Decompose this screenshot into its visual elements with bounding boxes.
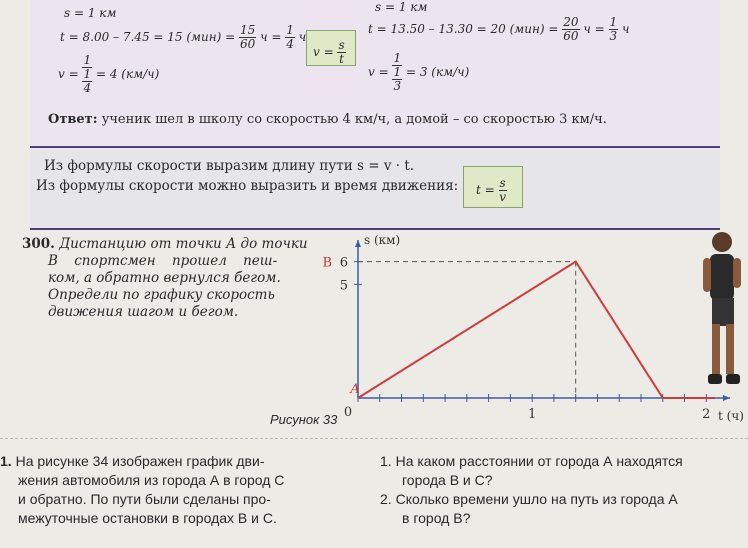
y-tick-label: 5 — [339, 278, 348, 294]
y-axis-label: s (км) — [364, 233, 401, 247]
question-2: 2. Сколько времени ушло на путь из города А — [380, 491, 678, 507]
problem-line-4: Определи по графику скорость — [48, 287, 275, 303]
x-axis-label: t (ч) — [718, 409, 744, 423]
problem-300 — [22, 236, 312, 321]
speed-calc-left: v = $\frac{1}{\frac{1}{4}}$ = 4 (км/ч) — [58, 53, 160, 95]
problem-301-line-4: межуточные остановки в городах В и С. — [18, 510, 277, 526]
point-label-b: В — [322, 255, 332, 271]
time-calc-right: t = 13.50 – 13.30 = 20 (мин) = $\frac{20}{60}$ ч = $\frac{1}{3}$ ч — [368, 15, 630, 43]
time-calc-left: t = 8.00 – 7.45 = 15 (мин) = $\frac{15}{60}$ ч = $\frac{1}{4}$ ч — [60, 23, 307, 51]
problem-line-2: В спортсмен прошел пеш- — [48, 253, 278, 269]
problem-301-line-1: На рисунке 34 изображен график дви- — [15, 453, 265, 469]
figure-caption: Рисунок 33 — [270, 412, 338, 427]
point-label-a: А — [350, 382, 360, 397]
problem-301-number: 1. — [0, 453, 12, 469]
series-line — [358, 262, 715, 398]
speed-formula-box: v = $\frac{s}{t}$ — [306, 30, 356, 66]
section-divider — [0, 438, 748, 439]
x-tick-label: 1 — [528, 407, 537, 422]
y-tick-label: 6 — [339, 255, 348, 271]
answer-line: Ответ: ученик шел в школу со скоростью 4 км/ч, а домой – со скоростью 3 км/ч. — [48, 112, 607, 127]
questions-list — [380, 452, 748, 528]
problem-line-3: ком, а обратно вернулся бегом. — [48, 270, 281, 286]
problem-301-line-2: жения автомобиля из города А в город С — [18, 472, 285, 488]
problem-line-5: движения шагом и бегом. — [48, 304, 239, 320]
question-2-cont: в город В? — [402, 510, 471, 526]
problem-301-line-3: и обратно. По пути были сделаны про- — [18, 491, 271, 507]
x-tick-label: 0 — [343, 405, 353, 420]
given-right: s = 1 км — [375, 0, 428, 14]
given-left: s = 1 км — [64, 6, 117, 20]
runner-image — [700, 228, 748, 398]
note-line-2: Из формулы скорости можно выразить и время движения: — [36, 178, 459, 194]
speed-calc-right: v = $\frac{1}{\frac{1}{3}}$ = 3 (км/ч) — [368, 51, 470, 93]
question-1-cont: города В и С? — [402, 472, 493, 488]
time-formula-box: t = $\frac{s}{v}$ — [463, 166, 523, 208]
problem-line-1: Дистанцию от точки А до точки — [59, 236, 308, 252]
y-axis-arrow — [355, 240, 361, 247]
solution-panel — [30, 0, 720, 145]
note-line-1: Из формулы скорости выразим длину пути s = v · t. — [44, 158, 415, 174]
problem-301 — [0, 452, 365, 528]
problem-number: 300. — [22, 236, 55, 252]
x-tick-label: 2 — [702, 407, 711, 422]
distance-time-chart — [322, 228, 748, 434]
formula-note — [30, 146, 720, 230]
question-1: 1. На каком расстоянии от города А находятся — [380, 453, 683, 469]
